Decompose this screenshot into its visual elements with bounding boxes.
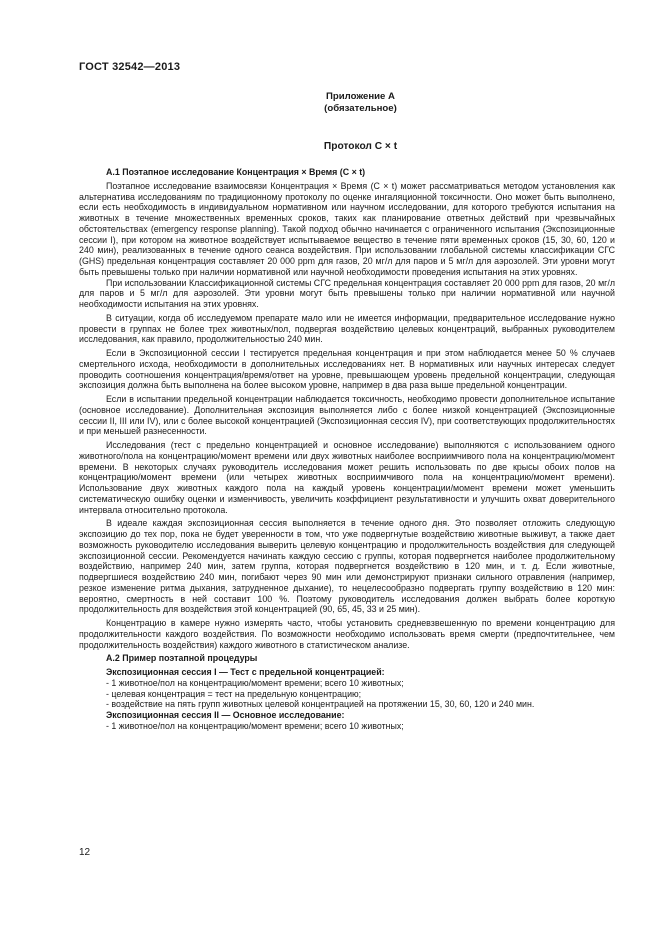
section-a2-heading: А.2 Пример поэтапной процедуры bbox=[106, 653, 258, 664]
paragraph: Если в испытании предельной концентрации наблюдается токсичность, необходимо провести дополнительное испытание (основное исследование). Дополнительная экспозиция выполняется либо с более низкой концентрацией (Экспозиционные сессии II, III или IV), или с более высокой концентрацией (Экспозиционная сессия IV), при соответствующих продолжительностях и при меньшей разнесенности. bbox=[79, 394, 615, 437]
standard-id: ГОСТ 32542—2013 bbox=[79, 61, 181, 73]
paragraph: Исследования (тест с предельно концентрацией и основное исследование) выполняются с использованием одного животного/пола на концентрацию/момент времени или двух животных наиболее восприимчивого пола на концентрацию/момент времени. В некоторых случаях руководитель исследования может решить использовать по две крысы обоих полов на концентрацию/момент времени (или четырех животных восприимчивого пола на концентрацию/момент времени). Использование двух животных каждого пола на каждый уровень концентрации/момент времени может уменьшить систематическую ошибку оценки и изменчивость, увеличить коэффициент результативности и улучшить охват доверительного интервала относительно протокола. bbox=[79, 440, 615, 515]
list-item: - воздействие на пять групп животных целевой концентрацией на протяжении 15, 30, 60, 120 и 240 мин. bbox=[106, 699, 535, 710]
body-text bbox=[79, 167, 615, 732]
annex-title: Приложение А bbox=[326, 91, 395, 102]
annex-subtitle: (обязательное) bbox=[324, 103, 397, 114]
list-item: - 1 животное/пол на концентрацию/момент времени; всего 10 животных; bbox=[106, 677, 404, 688]
page-number: 12 bbox=[79, 847, 91, 858]
section-a1-heading: А.1 Поэтапное исследование Концентрация × Время (C × t) bbox=[106, 167, 366, 177]
list-item: - 1 животное/пол на концентрацию/момент времени; всего 10 животных; bbox=[106, 720, 404, 731]
session-2-title: Экспозиционная сессия II — Основное исследование: bbox=[106, 710, 345, 720]
session-1-title: Экспозиционная сессия I — Тест с предельной концентрацией: bbox=[106, 667, 385, 677]
paragraph: Поэтапное исследование взаимосвязи Концентрация × Время (C × t) может рассматриваться методом установления как альтернатива исследованиям по традиционному протоколу по оценке ингаляционной токсичности. Оно может быть выполнено, если есть необходимость в индивидуальном нормативном или научном исследовании, для которого требуются испытания на животных в течение множественных временных сроков, таких как планирование ответных действий при чрезвычайных обстоятельствах (emergency response planning). Такой подход обычно начинается с ограниченного испытания (Экспозиционные сессии I), при котором на животное воздействует испытываемое вещество в течение пяти временных сроков (15, 30, 60, 120 и 240 мин), реализованных в течение одного сеанса воздействия. При использовании глобальной системы классификации СГС (GHS) предельная концентрация составляет 20 000 ppm для газов, 20 мг/л для паров и 5 мг/л для аэрозолей. Эти уровни могут быть превышены только при наличии нормативной или научной необходимости проведения испытания на этих уровнях. bbox=[79, 180, 615, 277]
paragraph: В ситуации, когда об исследуемом препарате мало или не имеется информации, предварительное исследование нужно провести в группах не более трех животных/пол, подвергая воздействию целевых концентраций, выбранных руководителем исследования, как правило, продолжительностью 240 мин. bbox=[79, 312, 615, 345]
paragraph: Концентрацию в камере нужно измерять часто, чтобы установить средневзвешенную по времени концентрацию для продолжительности каждого воздействия. По возможности необходимо использовать время смерти (предпочтительнее, чем продолжительность воздействия) каждого животного в статистическом анализе. bbox=[79, 618, 615, 650]
paragraph: Если в Экспозиционной сессии I тестируется предельная концентрация и при этом наблюдается менее 50 % случаев смертельного исхода, необходимости в дополнительных исследованиях нет. В нормативных или научных интересах следует проводить соотношения концентрация/время/ответ на уровне, превышающем уровень предельной концентрации, следующая экспозиция должна быть выполнена на более высоком уровне, например в два раза выше предельной концентрации. bbox=[79, 348, 615, 391]
list-item: - целевая концентрация = тест на предельную концентрацию; bbox=[106, 688, 362, 699]
paragraph: При использовании Классификационной системы СГС предельная концентрация составляет 20 000 ppm для газов, 20 мг/л для паров и 5 мг/л для аэрозолей. Эти уровни могут быть превышены только при наличии нормативной или научной необходимости испытания на этих уровнях. bbox=[79, 277, 615, 309]
protocol-title: Протокол C × t bbox=[323, 141, 398, 152]
paragraph: В идеале каждая экспозиционная сессия выполняется в течение одного дня. Это позволяет отложить следующую экспозицию до тех пор, пока не будет уверенности в том, что уже подвергнутые воздействию животные выживут, а также дает возможность руководителю исследования выверить целевую концентрацию и продолжительность воздействия для следующей экспозиционной сессии. Рекомендуется начинать каждую сессию с группы, которая подвергнется наиболее продолжительному воздействию, например 240 мин, затем группа, которая подвергнется воздействию в 120 мин, и т. д. Если животные, подвергшиеся воздействию 240 мин, погибают через 90 мин или демонстрируют признаки сильного отравления (например, резкое изменение ритма дыхания, затрудненное дыхание), то нецелесообразно подвергать группу воздействию в 120 мин: вероятно, смертность в ней составит 100 %. Поэтому руководитель исследования должен выбрать более короткую продолжительность для воздействия этой концентрацией (90, 65, 45, 33 и 25 мин). bbox=[79, 518, 615, 615]
